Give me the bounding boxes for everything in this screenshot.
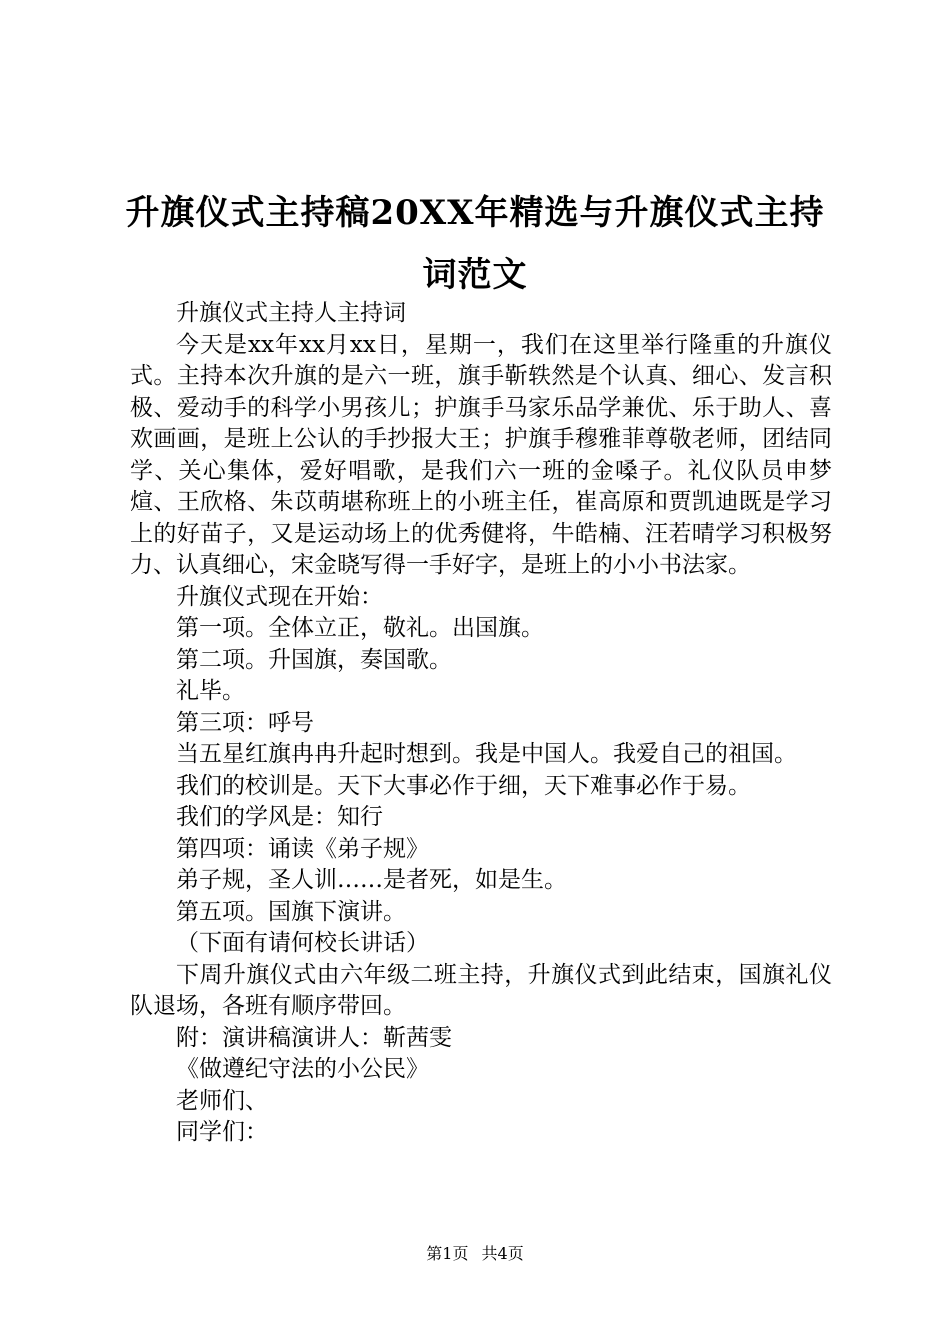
paragraph: 下周升旗仪式由六年级二班主持，升旗仪式到此结束，国旗礼仪队退场，各班有顺序带回。 <box>130 961 832 1019</box>
paragraph: 我们的学风是：知行 <box>176 804 383 830</box>
document-body <box>130 298 832 1149</box>
paragraph: 第四项：诵读《弟子规》 <box>176 835 429 862</box>
paragraph: 《做遵纪守法的小公民》 <box>176 1056 429 1082</box>
paragraph: 第三项：呼号 <box>176 709 314 736</box>
paragraph: 礼毕。 <box>176 678 245 704</box>
paragraph: 第五项。国旗下演讲。 <box>176 898 406 925</box>
paragraph: 第一项。全体立正，敬礼。出国旗。 <box>176 615 544 641</box>
page-total: 共4页 <box>481 1244 524 1263</box>
title-line-1: 升旗仪式主持稿20XX年精选与升旗仪式主持 <box>125 193 825 233</box>
paragraph: 当五星红旗冉冉升起时想到。我是中国人。我爱自己的祖国。 <box>176 741 797 767</box>
paragraph: 第二项。升国旗，奏国歌。 <box>176 646 452 673</box>
page-number: 第1页 <box>426 1244 469 1263</box>
title-line-2: 词范文 <box>422 255 528 295</box>
paragraph: 同学们： <box>176 1119 268 1145</box>
document-title <box>90 182 860 306</box>
paragraph: 升旗仪式现在开始： <box>176 583 383 610</box>
paragraph: 老师们、 <box>176 1087 268 1114</box>
paragraph: 升旗仪式主持人主持词 <box>176 300 406 326</box>
page-footer <box>0 1244 950 1264</box>
paragraph: 今天是xx年xx月xx日，星期一，我们在这里举行隆重的升旗仪式。主持本次升旗的是六一班，旗手靳轶然是个认真、细心、发言积极、爱动手的科学小男孩儿；护旗手马家乐品学兼优、乐于助人、喜欢画画，是班上公认的手抄报大王；护旗手穆雅菲尊敬老师，团结同学、关心集体，爱好唱歌，是我们六一班的金嗓子。礼仪队员申梦煊、王欣格、朱苡萌堪称班上的小班主任，崔高原和贾凯迪既是学习上的好苗子，又是运动场上的优秀健将，牛皓楠、汪若晴学习积极努力、认真细心，宋金晓写得一手好字，是班上的小小书法家。 <box>130 331 832 578</box>
paragraph: 附：演讲稿演讲人：靳茜雯 <box>176 1024 452 1051</box>
paragraph: 弟子规，圣人训……是者死，如是生。 <box>176 867 567 893</box>
paragraph: 我们的校训是。天下大事必作于细，天下难事必作于易。 <box>176 772 751 799</box>
paragraph: （下面有请何校长讲话） <box>176 930 429 956</box>
